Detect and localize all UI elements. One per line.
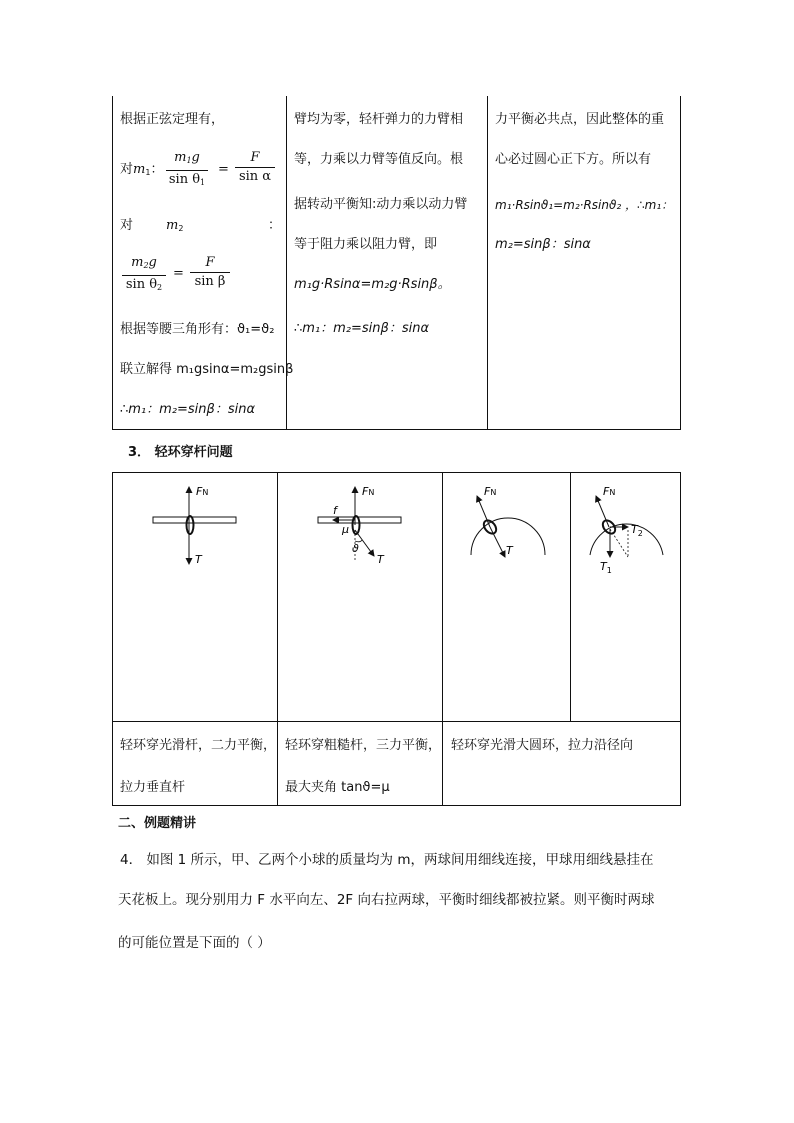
label-theta: ϑ <box>352 542 359 555</box>
label-T2: $T_2$ <box>631 523 643 538</box>
problem-4-line-3: 的可能位置是下面的（ ） <box>118 935 271 951</box>
label-FN: FN <box>362 485 375 498</box>
problem-4-line-2: 天花板上。现分别用力 F 水平向左、2F 向右拉两球，平衡时细线都被拉紧。则平衡时两球 <box>118 892 655 908</box>
label-mu: μ <box>342 523 349 536</box>
label-f: f <box>333 504 337 517</box>
diagram-large-ring-decomposed <box>590 485 663 575</box>
caption-smooth-rod-line1: 轻环穿光滑杆，二力平衡， <box>120 738 277 753</box>
caption-large-ring: 轻环穿光滑大圆环，拉力沿径向 <box>451 738 634 753</box>
equals-sign-1: = <box>218 162 229 177</box>
eq-m1-label: 对$m_1$： <box>120 162 164 177</box>
label-FN: FN <box>603 485 616 498</box>
label-T: T <box>377 553 384 566</box>
col2-line-3: 据转动平衡知:动力乘以动力臂 <box>294 197 468 212</box>
tension-arrow <box>490 527 505 557</box>
fraction-m2g-sin-theta2: $m_2g$ $\sin \theta_2$ <box>122 255 166 296</box>
resultant-dashed <box>610 529 628 557</box>
eq-m2-label: $m_2$ <box>166 218 184 233</box>
eq-m2-colon: ： <box>268 218 282 233</box>
col3-line-2: 心必过圆心正下方。所以有 <box>495 152 652 167</box>
col2-line-5: m₁g·Rsinα=m₂g·Rsinβ。 <box>294 277 451 292</box>
diagram-smooth-rod <box>153 485 236 566</box>
ratio-result-col1: ∴m₁：m₂=sinβ：sinα <box>120 402 256 417</box>
diagram-large-ring <box>471 485 545 557</box>
section-3-heading: 3． 轻环穿杆问题 <box>128 445 233 460</box>
label-FN: FN <box>196 485 209 498</box>
fraction-m1g-sin-theta1: $m_1g$ $\sin \theta_1$ <box>166 150 208 191</box>
col3-line-4: m₂=sinβ：sinα <box>495 237 591 252</box>
col3-line-1: 力平衡必共点，因此整体的重 <box>495 112 665 127</box>
examples-heading: 二、例题精讲 <box>118 816 197 831</box>
label-FN: FN <box>484 485 497 498</box>
eq-m2-dui: 对 <box>120 218 134 233</box>
isosceles-triangle-line: 根据等腰三角形有：ϑ₁=ϑ₂ <box>120 322 275 337</box>
problem-4-line-1: 4． 如图 1 所示，甲、乙两个小球的质量均为 m，两球间用细线连接，甲球用细线悬挂在 <box>120 852 654 868</box>
label-T: T <box>195 553 202 566</box>
fraction-F-sin-alpha: F sin α <box>235 150 275 185</box>
sine-law-intro: 根据正弦定理有， <box>120 112 225 127</box>
col2-line-4: 等于阻力乘以阻力臂，即 <box>294 237 438 252</box>
caption-rough-rod-line2: 最大夹角 tanϑ=μ <box>285 780 390 795</box>
caption-rough-rod-line1: 轻环穿粗糙杆，三力平衡， <box>285 738 442 753</box>
caption-smooth-rod-line2: 拉力垂直杆 <box>120 780 186 795</box>
col3-line-3: m₁·Rsinϑ₁=m₂·Rsinϑ₂ ，∴m₁： <box>495 198 674 212</box>
col2-line-2: 等，力乘以力臂等值反向。根 <box>294 152 464 167</box>
horizontal-rod <box>153 517 236 523</box>
ratio-result-col2: ∴m₁：m₂=sinβ：sinα <box>294 321 430 336</box>
combined-solution-line: 联立解得 m₁gsinα=m₂gsinβ <box>120 362 294 377</box>
diagram-rough-rod <box>318 485 401 566</box>
label-T: T <box>506 544 513 557</box>
label-T1: $T_1$ <box>600 560 612 575</box>
large-circle-arc <box>590 524 663 555</box>
col2-line-1: 臂均为零，轻杆弹力的力臂相 <box>294 112 464 127</box>
fraction-F-sin-beta: F sin β <box>190 255 230 290</box>
equals-sign-2: = <box>173 266 184 281</box>
